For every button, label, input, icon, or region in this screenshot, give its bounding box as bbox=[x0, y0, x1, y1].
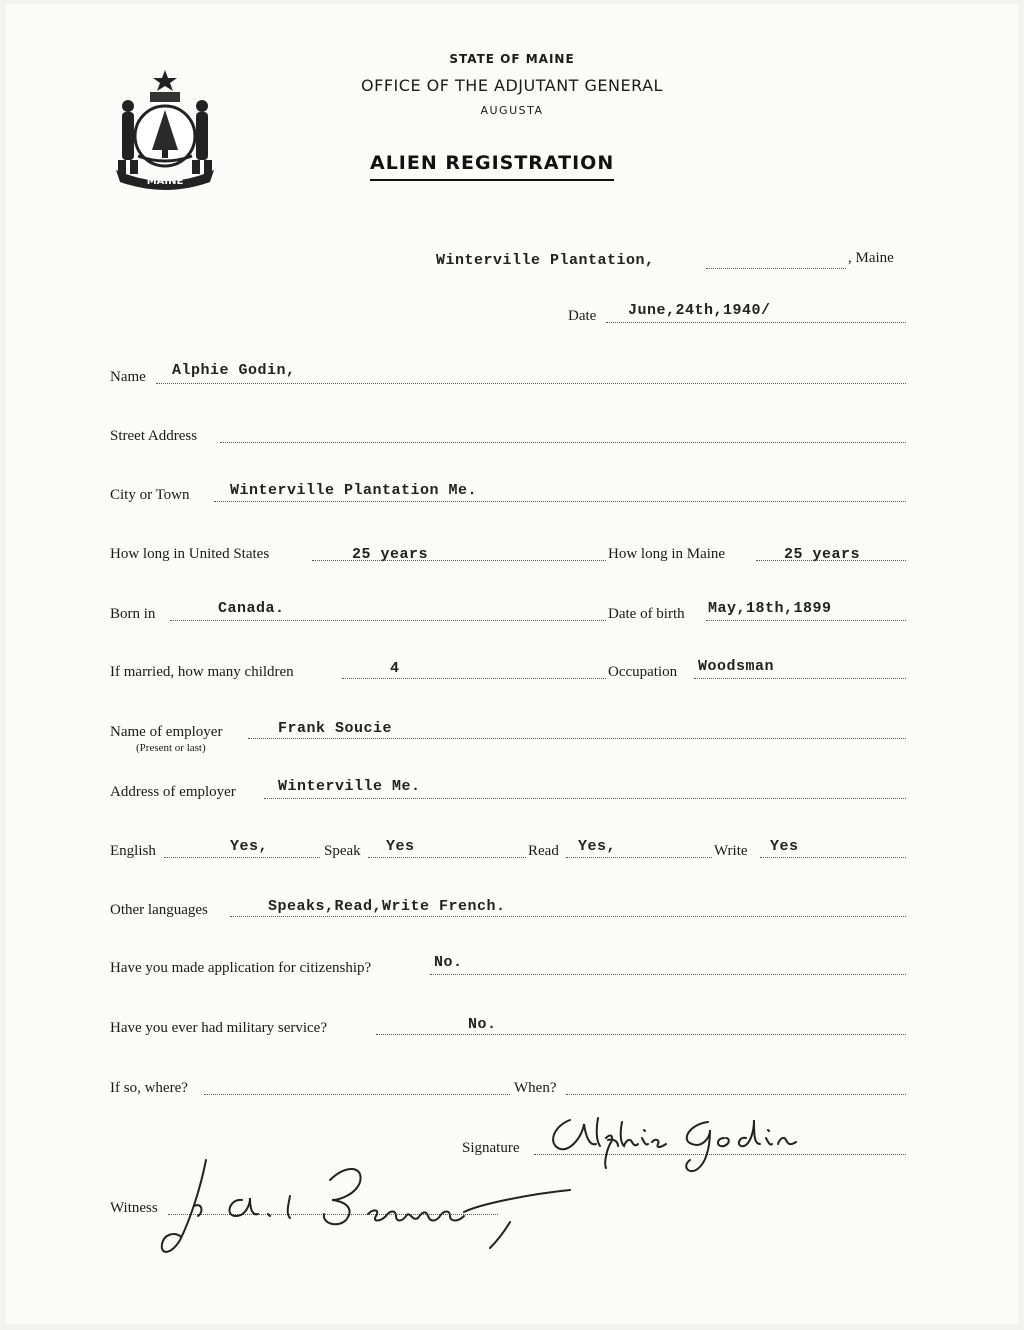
write-line bbox=[760, 857, 906, 858]
date-line bbox=[606, 322, 906, 323]
witness-label: Witness bbox=[110, 1200, 158, 1216]
signature-label: Signature bbox=[462, 1140, 520, 1156]
when-line bbox=[566, 1094, 906, 1095]
office-heading: OFFICE OF THE ADJUTANT GENERAL bbox=[361, 76, 663, 95]
english-value[interactable]: Yes, bbox=[230, 838, 269, 855]
witness-signature bbox=[150, 1150, 600, 1270]
employer-address-value[interactable]: Winterville Me. bbox=[278, 778, 421, 795]
employer-address-label: Address of employer bbox=[110, 784, 236, 800]
date-value[interactable]: June,24th,1940/ bbox=[628, 302, 771, 319]
children-label: If married, how many children bbox=[110, 664, 294, 680]
speak-value[interactable]: Yes bbox=[386, 838, 415, 855]
occupation-value[interactable]: Woodsman bbox=[698, 658, 775, 675]
children-value[interactable]: 4 bbox=[390, 660, 400, 677]
speak-line bbox=[368, 857, 526, 858]
svg-text:MAINE: MAINE bbox=[146, 176, 184, 187]
read-line bbox=[566, 857, 712, 858]
state-heading: STATE OF MAINE bbox=[449, 52, 575, 66]
occupation-label: Occupation bbox=[608, 664, 678, 680]
military-line bbox=[376, 1034, 906, 1035]
years-us-value[interactable]: 25 years bbox=[352, 546, 429, 563]
street-line bbox=[220, 442, 906, 443]
employer-address-line bbox=[264, 798, 906, 799]
employer-value[interactable]: Frank Soucie bbox=[278, 720, 393, 737]
read-value[interactable]: Yes, bbox=[578, 838, 617, 855]
dob-line bbox=[706, 620, 906, 621]
born-label: Born in bbox=[110, 606, 156, 622]
citizenship-label: Have you made application for citizenship? bbox=[110, 960, 372, 976]
where-line bbox=[204, 1094, 510, 1095]
place-suffix: , Maine bbox=[848, 250, 894, 266]
date-label: Date bbox=[568, 308, 597, 324]
citizenship-value[interactable]: No. bbox=[434, 954, 463, 971]
children-line bbox=[342, 678, 606, 679]
english-line bbox=[164, 857, 320, 858]
name-label: Name bbox=[110, 369, 146, 385]
city-heading: AUGUSTA bbox=[480, 104, 544, 117]
city-line bbox=[214, 501, 906, 502]
years-maine-value[interactable]: 25 years bbox=[784, 546, 861, 563]
employer-label: Name of employer bbox=[110, 724, 223, 740]
military-value[interactable]: No. bbox=[468, 1016, 497, 1033]
where-label: If so, where? bbox=[110, 1080, 188, 1096]
read-label: Read bbox=[528, 843, 559, 859]
dob-label: Date of birth bbox=[608, 606, 685, 622]
other-languages-line bbox=[230, 916, 906, 917]
form-title: ALIEN REGISTRATION bbox=[370, 152, 614, 181]
born-line bbox=[170, 620, 606, 621]
years-us-label: How long in United States bbox=[110, 546, 270, 562]
citizenship-line bbox=[430, 974, 906, 975]
name-line bbox=[156, 383, 906, 384]
when-label: When? bbox=[514, 1080, 557, 1096]
city-value[interactable]: Winterville Plantation Me. bbox=[230, 482, 478, 499]
street-label: Street Address bbox=[110, 428, 198, 444]
military-label: Have you ever had military service? bbox=[110, 1020, 327, 1036]
born-value[interactable]: Canada. bbox=[218, 600, 285, 617]
city-label: City or Town bbox=[110, 487, 190, 503]
name-value[interactable]: Alphie Godin, bbox=[172, 362, 296, 379]
other-languages-label: Other languages bbox=[110, 902, 208, 918]
speak-label: Speak bbox=[324, 843, 361, 859]
write-label: Write bbox=[714, 843, 748, 859]
dob-value[interactable]: May,18th,1899 bbox=[708, 600, 832, 617]
years-maine-label: How long in Maine bbox=[608, 546, 726, 562]
employer-line bbox=[248, 738, 906, 739]
write-value[interactable]: Yes bbox=[770, 838, 799, 855]
occupation-line bbox=[694, 678, 906, 679]
employer-sublabel: (Present or last) bbox=[136, 742, 206, 754]
place-line bbox=[706, 268, 846, 269]
other-languages-value[interactable]: Speaks,Read,Write French. bbox=[268, 898, 506, 915]
place-value[interactable]: Winterville Plantation, bbox=[436, 252, 655, 269]
english-label: English bbox=[110, 843, 156, 859]
